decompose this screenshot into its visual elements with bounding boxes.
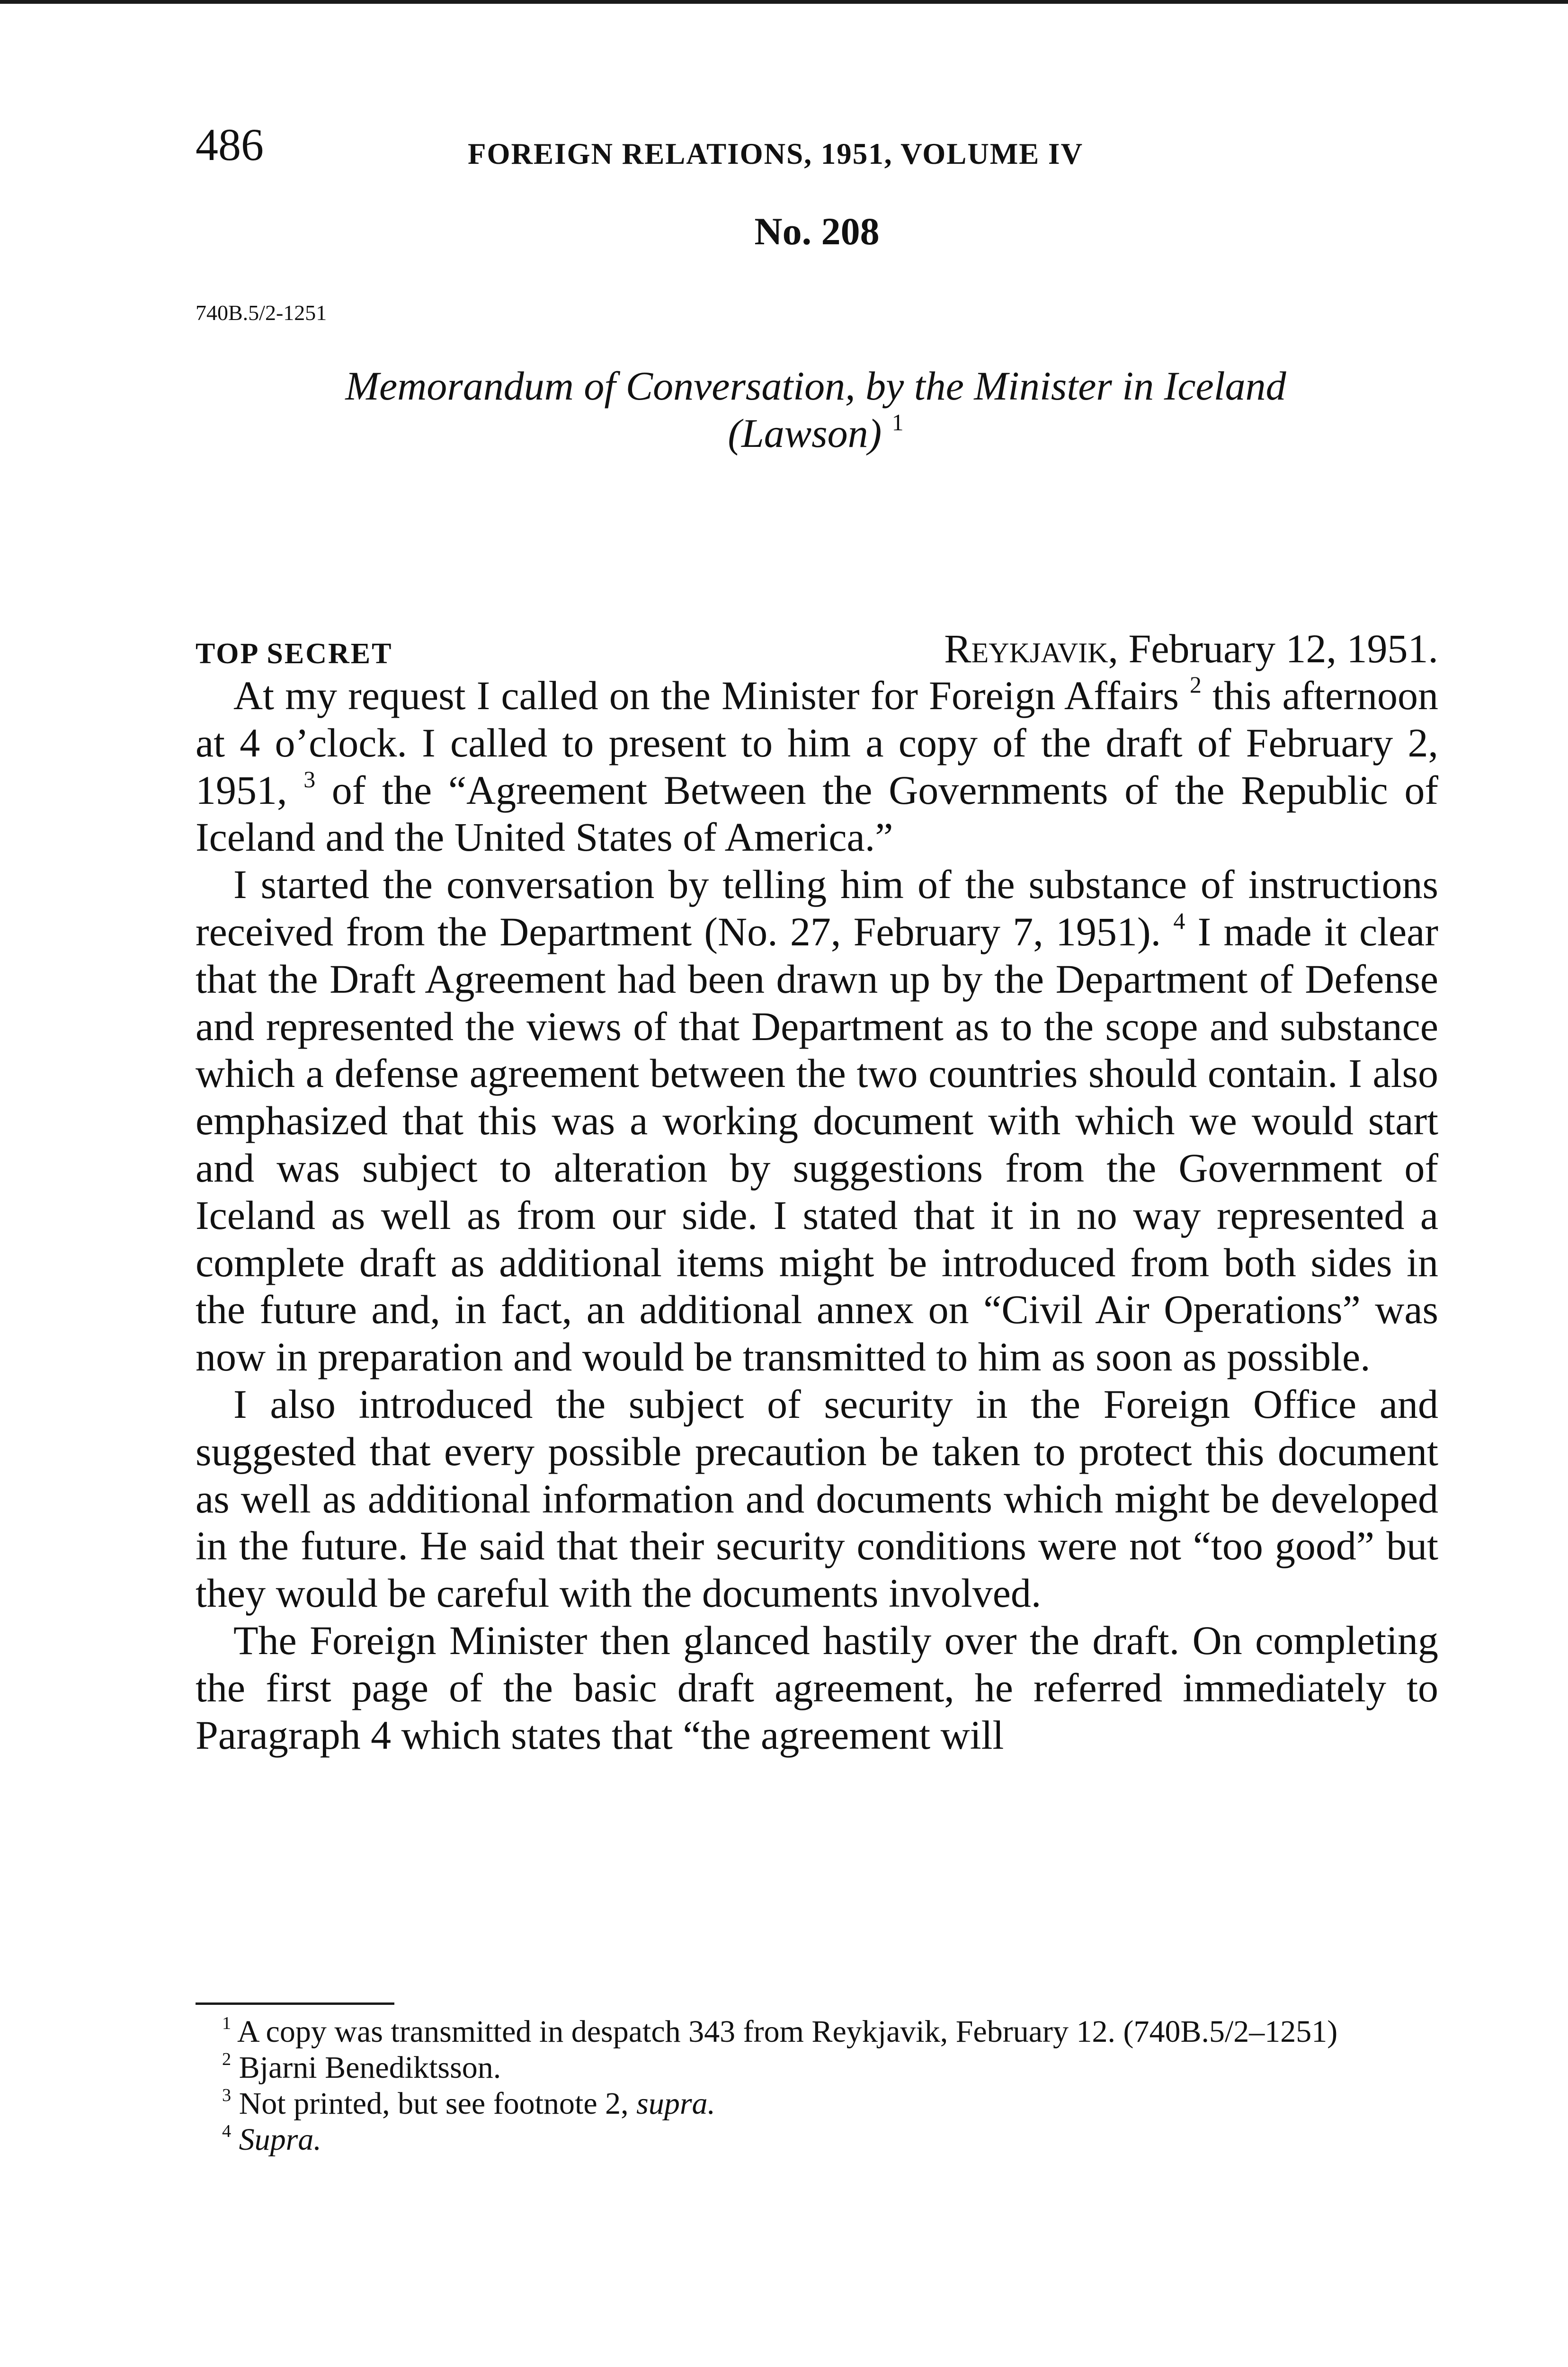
footnote-marker-2: 2 — [1190, 672, 1202, 698]
footnote-1-marker: 1 — [222, 2013, 232, 2034]
book-page — [196, 118, 1439, 2157]
footnote-2-marker: 2 — [222, 2049, 232, 2070]
footnote-marker-4: 4 — [1173, 908, 1185, 934]
running-header — [196, 118, 1438, 180]
footnote-separator — [196, 2002, 394, 2005]
paragraph-2-text-a: I started the conversation by telling him of the substance of instructions received from the Department (No. 27, February 7, 1951). — [196, 862, 1438, 954]
date-text: , February 12, 1951. — [1108, 626, 1438, 671]
footnote-1 — [196, 2014, 1438, 2050]
paragraph-1-text-b: this afternoon at 4 o’clock. I called to present to him a copy of the draft of February 2, 1951, — [196, 673, 1438, 813]
document-number: No. 208 — [754, 210, 880, 253]
paragraph-2-text-b: I made it clear that the Draft Agreement had been drawn up by the Department of Defense and represented the views of that Department as to the scope and substance which a defense agreement between the two countries should contain. I also emphasized that this was a working document with which we would start and was subject to alteration by suggestions from the Government of Iceland as well as from our side. I stated that it in no way represented a complete draft as additional items might be introduced from both sides in the future and, in fact, an additional annex on “Civil Air Operations” was now in preparation and would be transmitted to him as soon as possible. — [196, 908, 1438, 1380]
footnote-4-italic: Supra. — [239, 2122, 321, 2157]
dateline — [196, 625, 1438, 670]
memorandum-body — [196, 672, 1438, 1759]
footnote-marker-3: 3 — [303, 766, 316, 792]
paragraph-2 — [196, 861, 1438, 1381]
place-name: Reykjavik — [944, 626, 1108, 671]
footnote-3-text: Not printed, but see footnote 2, — [231, 2086, 637, 2121]
paragraph-1-text-a: At my request I called on the Minister for Foreign Affairs — [233, 673, 1179, 718]
page-number: 486 — [196, 119, 264, 170]
document-title-text: Memorandum of Conversation, by the Minister in Iceland (Lawson) — [345, 363, 1286, 456]
document-title — [288, 362, 1344, 457]
paragraph-3: I also introduced the subject of security in the Foreign Office and suggested that every possible precaution be taken to protect this document as well as additional information and documents which might be developed in the future. He said that their security conditions were not “too good” but they would be careful with the documents involved. — [196, 1381, 1438, 1616]
footnotes — [196, 2014, 1438, 2158]
footnote-3-marker: 3 — [222, 2085, 232, 2106]
classification-label: TOP SECRET — [196, 638, 393, 670]
top-edge-rule — [0, 0, 1568, 4]
paragraph-4: The Foreign Minister then glanced hastily over the draft. On completing the first page of the basic draft agreement, he referred immediately to Paragraph 4 which states that “the agreement will — [196, 1617, 1438, 1758]
footnote-4-marker: 4 — [222, 2121, 232, 2142]
title-footnote-marker: 1 — [891, 409, 904, 436]
footnote-3 — [196, 2086, 1438, 2122]
file-reference: 740B.5/2-1251 — [196, 301, 327, 325]
footnote-2-text: Bjarni Benediktsson. — [231, 2050, 501, 2085]
paragraph-1-text-c: of the “Agreement Between the Governments of the Republic of Iceland and the United States of America.” — [196, 767, 1439, 860]
place-and-date — [944, 625, 1438, 672]
running-title: FOREIGN RELATIONS, 1951, VOLUME IV — [468, 137, 1084, 170]
paragraph-1 — [196, 672, 1438, 861]
footnote-1-text: A copy was transmitted in despatch 343 from Reykjavik, February 12. (740B.5/2–1251) — [231, 2014, 1338, 2049]
footnote-2 — [196, 2050, 1438, 2086]
footnote-3-italic: supra. — [636, 2086, 716, 2121]
footnote-4-text — [231, 2122, 239, 2157]
footnote-4 — [196, 2122, 1438, 2158]
